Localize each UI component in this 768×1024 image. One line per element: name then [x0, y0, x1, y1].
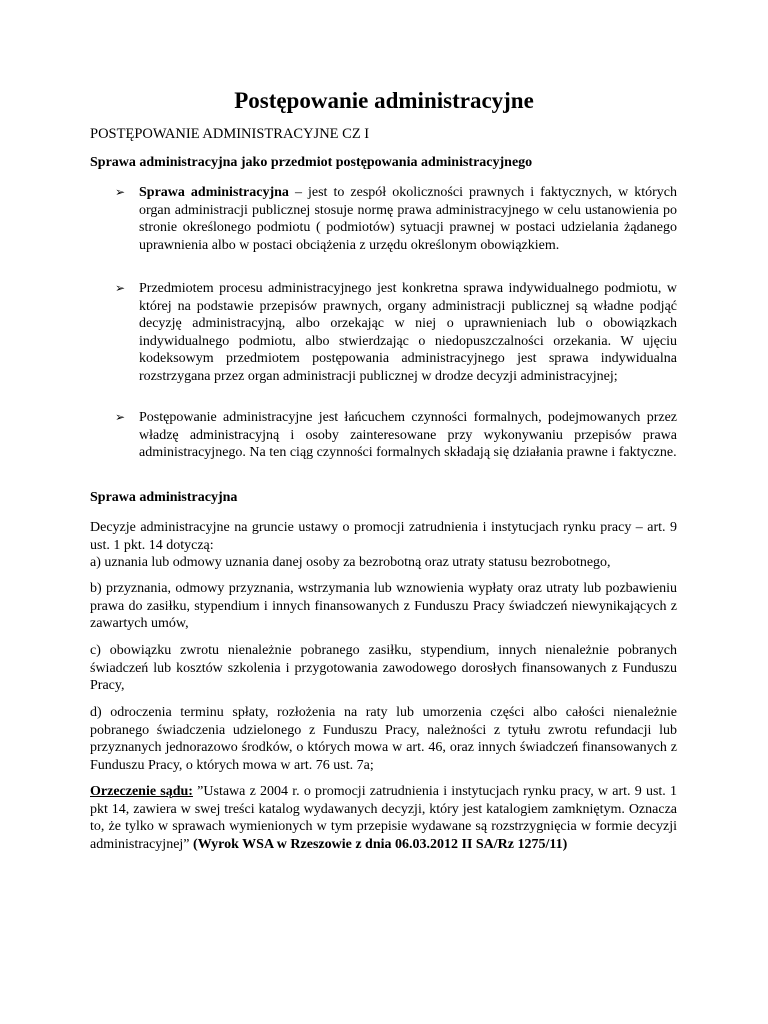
ruling-label: Orzeczenie sądu: — [90, 784, 193, 799]
section-heading-1: Sprawa administracyjna jako przedmiot postępowania administracyjnego — [90, 155, 533, 170]
list-item-b: b) przyznania, odmowy przyznania, wstrzymania lub wznowienia wypłaty oraz utraty lub pozbawieniu prawa do zasiłku, stypendium i innych finansowanych z Funduszu Pracy świadczeń niewynikających z zawartych umów, — [90, 581, 677, 632]
intro-text: Decyzje administracyjne na gruncie ustawy o promocji zatrudnienia i instytucjach rynku pracy – art. 9 ust. 1 pkt. 14 dotyczą: — [90, 520, 677, 553]
list-item-d: d) odroczenia terminu spłaty, rozłożenia na raty lub umorzenia części albo całości nienależnie pobranego świadczenia udzielonego z Funduszu Pracy, należności z tytułu zwrotu refundacji lub przyznanych jednorazowo środków, o których mowa w art. 46, oraz innych świadczeń finansowanych z Funduszu Pracy, o których mowa w art. 76 ust. 7a; — [90, 705, 677, 773]
list-item-a: a) uznania lub odmowy uznania danej osoby za bezrobotną oraz utraty statusu bezrobotnego, — [90, 555, 611, 571]
bullet-text-3: Postępowanie administracyjne jest łańcuchem czynności formalnych, podejmowanych przez władzę administracyjną i osoby zainteresowane przy wykonywaniu przepisów prawa administracyjnego. Na ten ciąg czynności formalnych składają się działania prawne i faktyczne. — [139, 410, 677, 461]
document-subtitle: POSTĘPOWANIE ADMINISTRACYJNE CZ I — [90, 126, 370, 142]
arrow-bullet-icon: ➢ — [115, 281, 126, 295]
bullet-body-1: – jest to zespół okoliczności prawnych i faktycznych, w których organ administracji publicznej stosuje normę prawa administracyjnego w celu ustanowienia po stronie określonego podmiotu ( podmiotów) sytuacji prawnej w postaci udzielania żądanego uprawnienia albo w postaci obciążenia z urzędu określonym obowiązkiem. — [139, 185, 677, 253]
arrow-bullet-icon: ➢ — [115, 185, 126, 199]
bullet-text-2: Przedmiotem procesu administracyjnego jest konkretna sprawa indywidualnego podmiotu, w której na podstawie przepisów prawnych, organy administracji publicznej są władne podjąć decyzję administracyjną, albo orzekając w niej o uprawnieniach lub o obowiązkach indywidualnego podmiotu, albo stwierdzając o niedopuszczalności orzekania. W ujęciu kodeksowym przedmiotem postępowania administracyjnego jest sprawa indywidualna rozstrzygana przez organ administracji publicznej w drodze decyzji administracyjnej; — [139, 281, 677, 384]
section-heading-2: Sprawa administracyjna — [90, 490, 238, 505]
court-ruling-paragraph — [90, 783, 677, 853]
ruling-citation: (Wyrok WSA w Rzeszowie z dnia 06.03.2012 II SA/Rz 1275/11) — [193, 836, 568, 852]
intro-paragraph — [90, 519, 677, 572]
list-item-c: c) obowiązku zwrotu nienależnie pobranego zasiłku, stypendium, innych nienależnie pobranych świadczeń lub kosztów szkolenia i przygotowania zawodowego dorosłych finansowanych z Funduszu Pracy, — [90, 643, 677, 694]
ruling-quote: ”Ustawa z 2004 r. o promocji zatrudnienia i instytucjach rynku pracy, w art. 9 ust. 1 pkt 14, zawiera w swej treści katalog wydawanych decyzji, który jest katalogiem zamkniętym. Oznacza to, że tylko w sprawach wymienionych w tym przepisie wydawane są rozstrzygnięcia w formie decyzji administracyjnej” — [90, 784, 677, 852]
bullet-bold-term: Sprawa administracyjna — [139, 185, 289, 200]
bullet-text-1 — [139, 184, 677, 254]
arrow-bullet-icon: ➢ — [115, 410, 126, 424]
document-title: Postępowanie administracyjne — [234, 88, 534, 113]
